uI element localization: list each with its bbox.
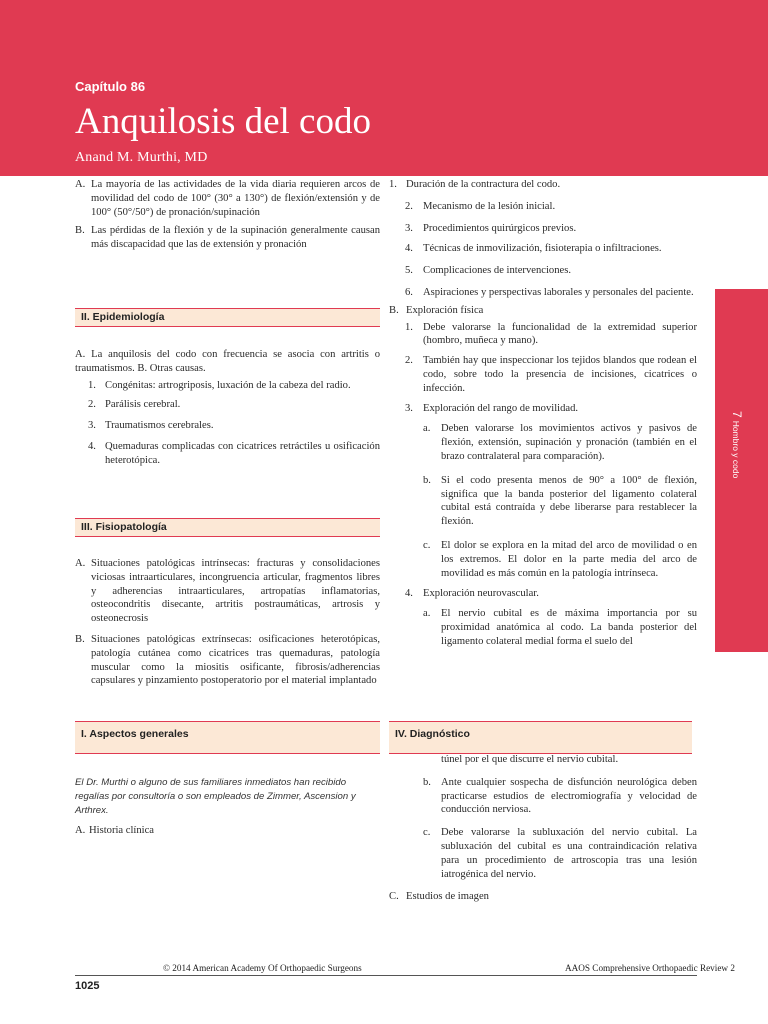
chapter-label: Capítulo 86 bbox=[75, 79, 146, 94]
list-item: B. Las pérdidas de la flexión y de la supinación generalmente causan más discapacidad que las de extensión y pronación bbox=[75, 225, 380, 251]
epidemiology-content bbox=[75, 348, 380, 468]
list-item: A. Situaciones patológicas intrínsecas: fracturas y consolidaciones viciosas intraarticulares, incongruencia articular, fragmentos libres y adherencias intraarticulares, artropatías inflamatorias, osteocondritis disecante, artritis postraumáticas, artrosis y osteonecrosis bbox=[75, 558, 380, 625]
page-number: 1025 bbox=[75, 980, 100, 992]
continued-text: túnel por el que discurre el nervio cubital. bbox=[441, 754, 619, 765]
list-item: B. Exploración física bbox=[389, 304, 484, 316]
chapter-header bbox=[0, 0, 768, 176]
author-name: Anand M. Murthi, MD bbox=[75, 150, 208, 165]
list-item: b. Ante cualquier sospecha de disfunción neurológica deben practicarse estudios de electromiografía y velocidad de conducción nerviosa. bbox=[423, 776, 697, 816]
list-item: 3. Exploración del rango de movilidad. bbox=[405, 402, 579, 414]
epidemiology-intro: A. La anquilosis del codo con frecuencia se asocia con artritis o traumatismos. B. Otras causas. bbox=[75, 349, 380, 374]
section-side-tab bbox=[715, 289, 768, 652]
section-heading-diagnosis: IV. Diagnóstico bbox=[389, 721, 692, 754]
list-item: 1. Congénitas: artrogriposis, luxación de la cabeza del radio. bbox=[88, 379, 351, 391]
list-item: C. Estudios de imagen bbox=[389, 891, 489, 903]
history-label bbox=[75, 824, 380, 838]
list-item: A. Historia clínica bbox=[75, 825, 155, 836]
list-item: 2. Parálisis cerebral. bbox=[88, 399, 181, 411]
list-item: 1. Debe valorarse la funcionalidad de la extremidad superior (hombro, muñeca y mano). bbox=[405, 321, 697, 347]
list-item: 4. Técnicas de inmovilización, fisioterapia o infiltraciones. bbox=[405, 243, 662, 255]
left-column-top bbox=[75, 178, 380, 252]
footer-copyright: © 2014 American Academy Of Orthopaedic Surgeons bbox=[163, 963, 362, 973]
list-item: b. Si el codo presenta menos de 90° a 100° de flexión, significa que la banda posterior del ligamento colateral cubital está contraída y debe liberarse para restablecer la flexión. bbox=[423, 474, 697, 528]
right-column-top bbox=[389, 178, 697, 649]
list-item: 1. Duración de la contractura del codo. bbox=[389, 179, 561, 190]
section-heading-general: I. Aspectos generales bbox=[75, 721, 380, 754]
list-item: 3. Traumatismos cerebrales. bbox=[88, 420, 214, 432]
list-item: c. Debe valorarse la subluxación del nervio cubital. La subluxación del cubital es una contraindicación relativa para un procedimiento de artroscopia tras una lesión iatrogénica del nervio. bbox=[423, 827, 697, 880]
right-column-bottom bbox=[389, 753, 697, 904]
list-item: 4. Exploración neurovascular. bbox=[405, 588, 539, 600]
list-item: 2. Mecanismo de la lesión inicial. bbox=[405, 200, 556, 212]
side-tab-label: Hombro y codo bbox=[731, 420, 741, 479]
pathophysiology-content bbox=[75, 557, 380, 688]
section-heading-pathophysiology: III. Fisiopatología bbox=[75, 518, 380, 537]
list-item: 6. Aspiraciones y perspectivas laborales y personales del paciente. bbox=[405, 286, 694, 298]
list-item: 5. Complicaciones de intervenciones. bbox=[405, 265, 571, 277]
footer-divider bbox=[75, 975, 697, 976]
list-item: a. El nervio cubital es de máxima importancia por su proximidad anatómica al codo. La banda posterior del ligamento colateral medial forma el suelo del bbox=[423, 608, 697, 647]
list-item: 3. Procedimientos quirúrgicos previos. bbox=[405, 222, 577, 234]
disclosure-note: El Dr. Murthi o alguno de sus familiares inmediatos han recibido regalías por consultoría o son empleados de Zimmer, Ascension y Arthrex. bbox=[75, 777, 356, 816]
section-heading-epidemiology: II. Epidemiología bbox=[75, 308, 380, 327]
list-item: A. La mayoría de las actividades de la vida diaria requieren arcos de movilidad del codo de 100° (30° a 130°) de flexión/extensión y de 100° (50°/50°) de pronación/supinación bbox=[75, 179, 380, 218]
side-tab-number: 7 bbox=[730, 411, 744, 418]
list-item: B. Situaciones patológicas extrínsecas: osificaciones heterotópicas, patología cutánea como cicatrices tras quemaduras, patología muscular como la miositis osificante, fibrosis/adherencias capsulares y pinzamiento postoperatorio por el material implantado bbox=[75, 633, 380, 687]
list-item: c. El dolor se explora en la mitad del arco de movilidad o en los extremos. El dolor en la parte media del arco de movilidad es más común en la patología intrínseca. bbox=[423, 539, 697, 579]
list-item: 4. Quemaduras complicadas con cicatrices retráctiles u osificación heterotópica. bbox=[88, 440, 380, 466]
chapter-title: Anquilosis del codo bbox=[75, 101, 371, 142]
footer-book-title: AAOS Comprehensive Orthopaedic Review 2 bbox=[565, 963, 735, 973]
list-item: a. Deben valorarse los movimientos activos y pasivos de flexión, extensión, supinación y pronación (también en el brazo contralateral para comparación). bbox=[423, 423, 697, 462]
list-item: 2. También hay que inspeccionar los tejidos blandos que rodean el codo, sobre todo la presencia de incisiones, cicatrices o infección. bbox=[405, 355, 697, 394]
